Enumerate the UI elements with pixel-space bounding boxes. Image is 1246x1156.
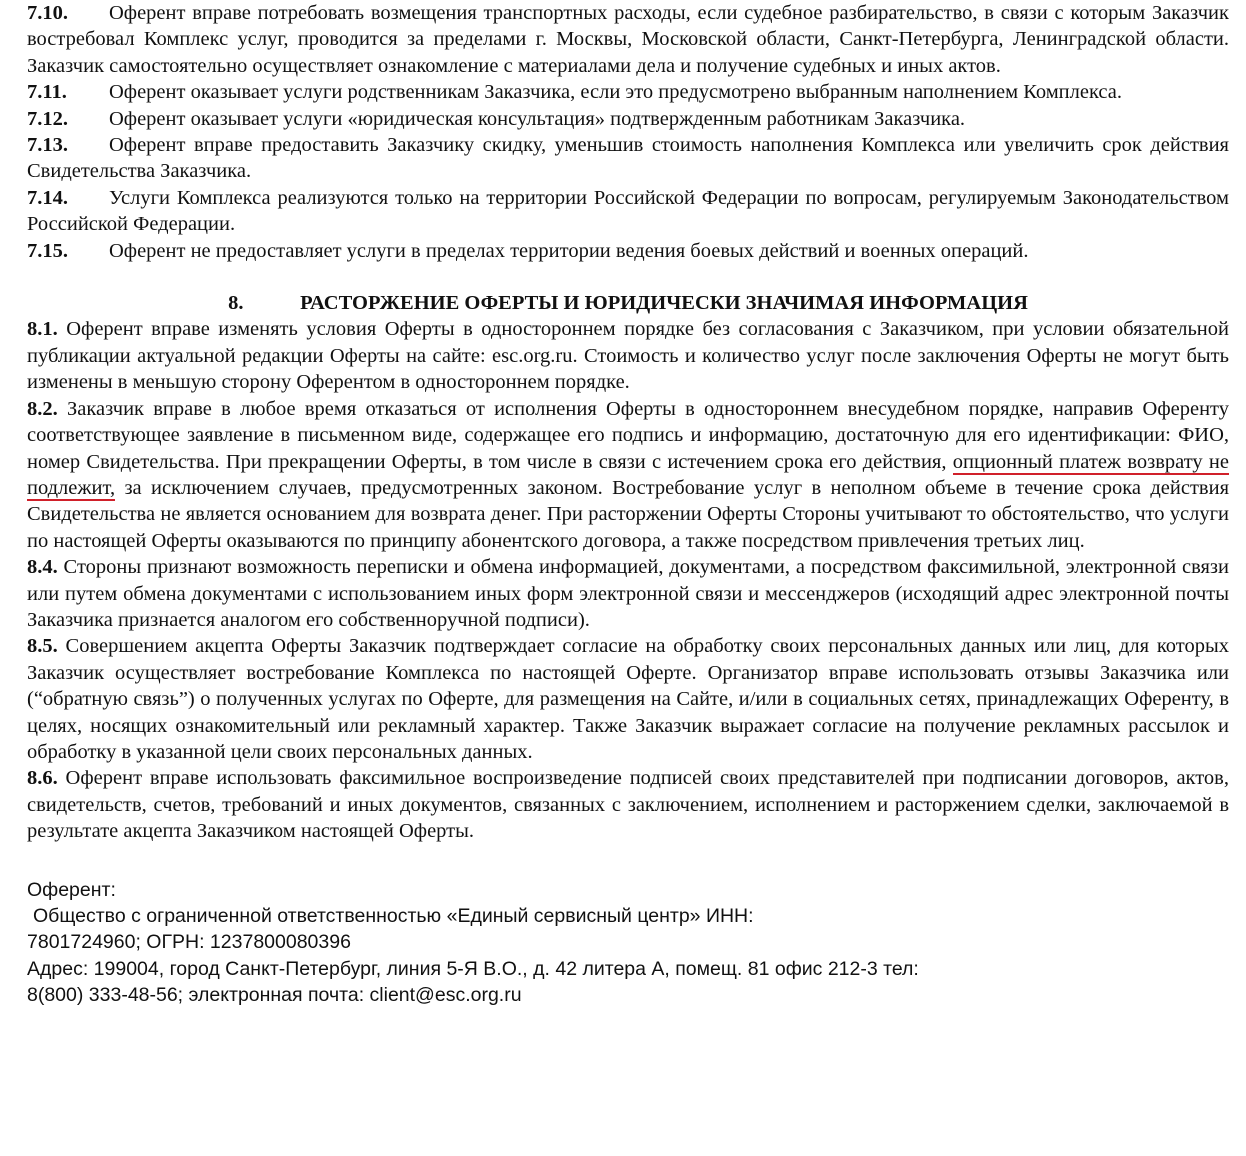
section-8-heading [27, 290, 1229, 316]
clause-text: Стороны признают возможность переписки и обмена информацией, документами, а посредством факсимильной, электронной связи или путем обмена документами с использованием иных форм электронной связи и мессенджеров (исходящий адрес электронной почты Заказчика признается аналогом его собственноручной подписи). [27, 556, 1229, 631]
clause-text: Оферент оказывает услуги родственникам Заказчика, если это предусмотрено выбранным наполнением Комплекса. [109, 81, 1122, 104]
clause-text: Оферент вправе потребовать возмещения транспортных расходы, если судебное разбирательство, в связи с которым Заказчик востребовал Комплекс услуг, проводится за пределами г. Москвы, Московской области, Санкт-Петербурга, Ленинградской области. Заказчик самостоятельно осуществляет ознакомление с материалами дела и получение судебных и иных актов. [27, 2, 1229, 77]
clause-8-6 [27, 765, 1229, 844]
clause-8-5 [27, 633, 1229, 765]
clause-text: Оферент вправе использовать факсимильное воспроизведение подписей своих представителей при подписании договоров, актов, свидетельств, счетов, требований и иных документов, связанных с заключением, исполнением и расторжением сделки, заключаемой в результате акцепта Заказчиком настоящей Оферты. [27, 767, 1229, 843]
clause-number: 7.14. [27, 186, 68, 209]
clause-text: Оферент оказывает услуги «юридическая консультация» подтвержденным работникам Заказчика. [109, 107, 966, 130]
clause-7-10 [27, 0, 1229, 79]
signature-block [27, 877, 1229, 1009]
clause-number: 8.6. [27, 767, 58, 790]
clause-text: Совершением акцепта Оферты Заказчик подтверждает согласие на обработку своих персональных данных или лиц, для которых Заказчик осуществляет востребование Комплекса по настоящей Оферте. Организатор вправе использовать отзывы Заказчика или (“обратную связь”) о полученных услугах по Оферте, для размещения на Сайте, и/или в социальных сетях, принадлежащих Оференту, в целях, носящих ознакомительный или рекламный характер. Также Заказчик выражает согласие на получение рекламных рассылок и обработку в указанной цели своих персональных данных. [27, 635, 1229, 763]
clause-number: 7.11. [27, 81, 67, 104]
clause-number: 7.12. [27, 107, 68, 130]
clause-number: 8.4. [27, 556, 58, 579]
clause-text: Оферент вправе изменять условия Оферты в одностороннем порядке без согласования с Заказчиком, при условии обязательной публикации актуальной редакции Оферты на сайте: esc.org.ru. Стоимость и количество услуг после заключения Оферты не могут быть изменены в меньшую сторону Оферентом в одностороннем порядке. [27, 318, 1229, 394]
clause-8-1 [27, 316, 1229, 395]
company-registration: 7801724960; ОГРН: 1237800080396 [27, 931, 351, 954]
clause-number: 7.15. [27, 239, 68, 262]
section-title: РАСТОРЖЕНИЕ ОФЕРТЫ И ЮРИДИЧЕСКИ ЗНАЧИМАЯ ИНФОРМАЦИЯ [300, 292, 1028, 315]
clause-text-after: за исключением случаев, предусмотренных законом. Востребование услуг в неполном объеме в течение срока действия Свидетельства не является основанием для возврата денег. При расторжении Оферты Стороны учитывают то обстоятельство, что услуги по настоящей Оферты оказываются по принципу абонентского договора, а также посредством привлечения третьих лиц. [27, 476, 1229, 552]
section-number: 8. [228, 292, 244, 315]
company-name: Общество с ограниченной ответственностью «Единый сервисный центр» ИНН: [33, 905, 754, 927]
clause-8-4 [27, 554, 1229, 633]
offeror-label: Оферент: [27, 878, 116, 901]
clause-7-13 [27, 132, 1229, 185]
clause-8-2 [27, 396, 1229, 554]
section-7-list [27, 0, 1229, 264]
clause-text: Оферент вправе предоставить Заказчику скидку, уменьшив стоимость наполнения Комплекса или увеличить срок действия Свидетельства Заказчика. [27, 134, 1229, 183]
clause-text: Услуги Комплекса реализуются только на территории Российской Федерации по вопросам, регулируемым Законодательством Российской Федерации. [27, 186, 1229, 236]
underlined-phrase: опционный платеж возврату не подлежит, [27, 450, 1229, 499]
clause-text: Оферент не предоставляет услуги в пределах территории ведения боевых действий и военных операций. [109, 239, 1029, 262]
clause-text-before: Заказчик вправе в любое время отказаться от исполнения Оферты в одностороннем внесудебном порядке, направив Оференту соответствующее заявление в письменном виде, содержащее его подпись и информацию, достаточную для его идентификации: ФИО, номер Свидетельства. При прекращении Оферты, в том числе в связи с истечением срока его действия, [27, 397, 1229, 473]
clause-number: 8.1. [27, 318, 58, 341]
clause-7-15 [27, 238, 1229, 264]
company-address: Адрес: 199004, город Санкт-Петербург, линия 5-Я В.О., д. 42 литера А, помещ. 81 офис 212-3 тел: [27, 957, 919, 980]
clause-7-14 [27, 185, 1229, 238]
clause-number: 7.10. [27, 2, 68, 24]
clause-number: 7.13. [27, 134, 68, 157]
company-contacts: 8(800) 333-48-56; электронная почта: client@esc.org.ru [27, 984, 522, 1007]
document-page [27, 0, 1229, 1009]
clause-number: 8.2. [27, 397, 58, 420]
clause-7-11 [27, 79, 1229, 105]
clause-7-12 [27, 106, 1229, 132]
clause-number: 8.5. [27, 635, 58, 658]
